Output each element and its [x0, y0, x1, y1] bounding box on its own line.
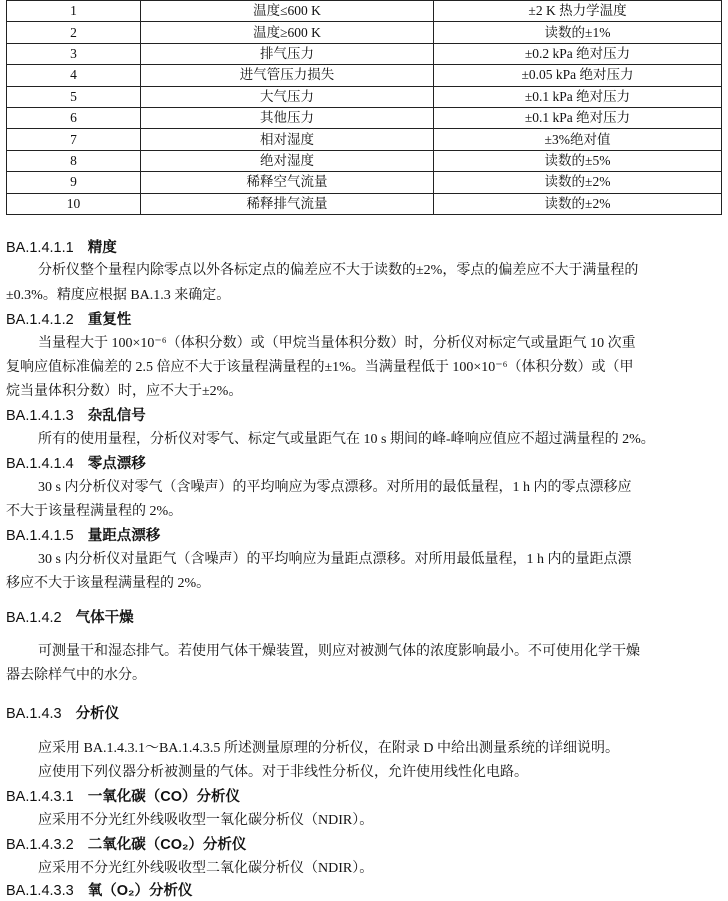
tolerance-cell: ±0.2 kPa 绝对压力: [434, 43, 722, 64]
item-number-cell: 1: [7, 1, 141, 22]
parameter-cell: 稀释空气流量: [141, 172, 434, 193]
section-heading: [6, 406, 146, 426]
table-row: [7, 22, 722, 43]
item-number-cell: 3: [7, 43, 141, 64]
paragraph-line: 应使用下列仪器分析被测量的气体。对于非线性分析仪，允许使用线性化电路。: [38, 765, 528, 780]
section-number: BA.1.4.1.5: [6, 528, 74, 544]
paragraph-line: ±0.3%。精度应根据 BA.1.3 来确定。: [6, 288, 231, 303]
section-title: 二氧化碳（CO₂）分析仪: [87, 837, 247, 853]
item-number-cell: 4: [7, 65, 141, 86]
parameter-cell: 稀释排气流量: [141, 193, 434, 214]
table-row: [7, 150, 722, 171]
section-number: BA.1.4.1.1: [6, 240, 74, 256]
item-number-cell: 9: [7, 172, 141, 193]
item-number-cell: 7: [7, 129, 141, 150]
table-row: [7, 43, 722, 64]
section-heading: [6, 526, 160, 546]
section-title: 零点漂移: [87, 456, 146, 472]
item-number-cell: 6: [7, 107, 141, 128]
parameter-cell: 排气压力: [141, 43, 434, 64]
paragraph-line: 复响应值标准偏差的 2.5 倍应不大于该量程满量程的±1%。当满量程低于 100×10⁻⁶（体积分数）或（甲: [6, 360, 634, 375]
parameter-cell: 温度≤600 K: [141, 1, 434, 22]
item-number-cell: 5: [7, 86, 141, 107]
section-heading: [6, 787, 240, 807]
parameter-cell: 温度≥600 K: [141, 22, 434, 43]
section-title: 一氧化碳（CO）分析仪: [87, 789, 240, 805]
section-heading: [6, 310, 131, 330]
tolerance-cell: ±3%绝对值: [434, 129, 722, 150]
section-number: BA.1.4.2: [6, 610, 62, 626]
table-row: [7, 107, 722, 128]
tolerance-cell: ±0.1 kPa 绝对压力: [434, 107, 722, 128]
table-row: [7, 1, 722, 22]
paragraph-line: 应采用不分光红外线吸收型二氧化碳分析仪（NDIR）。: [38, 861, 374, 876]
section-number: BA.1.4.1.2: [6, 312, 74, 328]
section-title: 气体干燥: [75, 610, 134, 626]
tolerance-cell: ±2 K 热力学温度: [434, 1, 722, 22]
section-number: BA.1.4.3: [6, 706, 62, 722]
paragraph-line: 分析仪整个量程内除零点以外各标定点的偏差应不大于读数的±2%，零点的偏差应不大于满量程的: [38, 263, 639, 278]
section-title: 量距点漂移: [87, 528, 161, 544]
accuracy-table: [6, 0, 722, 215]
parameter-cell: 进气管压力损失: [141, 65, 434, 86]
paragraph-line: 可测量干和湿态排气。若使用气体干燥装置，则应对被测气体的浓度影响最小。不可使用化学干燥: [38, 644, 640, 659]
tolerance-cell: ±0.1 kPa 绝对压力: [434, 86, 722, 107]
tolerance-cell: 读数的±5%: [434, 150, 722, 171]
item-number-cell: 10: [7, 193, 141, 214]
paragraph-line: 30 s 内分析仪对量距气（含噪声）的平均响应为量距点漂移。对所用最低量程，1 h 内的量距点漂: [38, 552, 632, 567]
table-row: [7, 172, 722, 193]
tolerance-cell: 读数的±1%: [434, 22, 722, 43]
paragraph-line: 移应不大于该量程满量程的 2%。: [6, 576, 211, 591]
parameter-cell: 大气压力: [141, 86, 434, 107]
paragraph-line: 所有的使用量程，分析仪对零气、标定气或量距气在 10 s 期间的峰-峰响应值应不超过满量程的 2%。: [38, 432, 655, 447]
paragraph-line: 应采用不分光红外线吸收型一氧化碳分析仪（NDIR）。: [38, 813, 374, 828]
section-title: 氧（O₂）分析仪: [87, 883, 193, 899]
section-title: 分析仪: [75, 706, 120, 722]
section-title: 精度: [87, 240, 117, 256]
parameter-cell: 其他压力: [141, 107, 434, 128]
section-number: BA.1.4.1.3: [6, 408, 74, 424]
paragraph-line: 当量程大于 100×10⁻⁶（体积分数）或（甲烷当量体积分数）时，分析仪对标定气或量距气 10 次重: [38, 336, 636, 351]
section-heading: [6, 238, 117, 258]
section-number: BA.1.4.3.1: [6, 789, 74, 805]
parameter-cell: 相对湿度: [141, 129, 434, 150]
tolerance-cell: 读数的±2%: [434, 172, 722, 193]
table-row: [7, 193, 722, 214]
table-row: [7, 65, 722, 86]
section-heading: [6, 881, 192, 901]
section-number: BA.1.4.3.2: [6, 837, 74, 853]
paragraph-line: 烷当量体积分数）时，应不大于±2%。: [6, 384, 243, 399]
tolerance-cell: 读数的±2%: [434, 193, 722, 214]
section-number: BA.1.4.3.3: [6, 883, 74, 899]
table-row: [7, 129, 722, 150]
section-heading: [6, 704, 119, 724]
section-heading: [6, 835, 246, 855]
section-title: 重复性: [87, 312, 132, 328]
table-row: [7, 86, 722, 107]
parameter-cell: 绝对湿度: [141, 150, 434, 171]
section-title: 杂乱信号: [87, 408, 146, 424]
tolerance-cell: ±0.05 kPa 绝对压力: [434, 65, 722, 86]
paragraph-line: 应采用 BA.1.4.3.1～BA.1.4.3.5 所述测量原理的分析仪，在附录 D 中给出测量系统的详细说明。: [38, 741, 620, 756]
paragraph-line: 器去除样气中的水分。: [6, 668, 146, 683]
item-number-cell: 8: [7, 150, 141, 171]
paragraph-line: 不大于该量程满量程的 2%。: [6, 504, 183, 519]
section-number: BA.1.4.1.4: [6, 456, 74, 472]
section-heading: [6, 608, 134, 628]
section-heading: [6, 454, 146, 474]
paragraph-line: 30 s 内分析仪对零气（含噪声）的平均响应为零点漂移。对所用的最低量程，1 h 内的零点漂移应: [38, 480, 632, 495]
item-number-cell: 2: [7, 22, 141, 43]
